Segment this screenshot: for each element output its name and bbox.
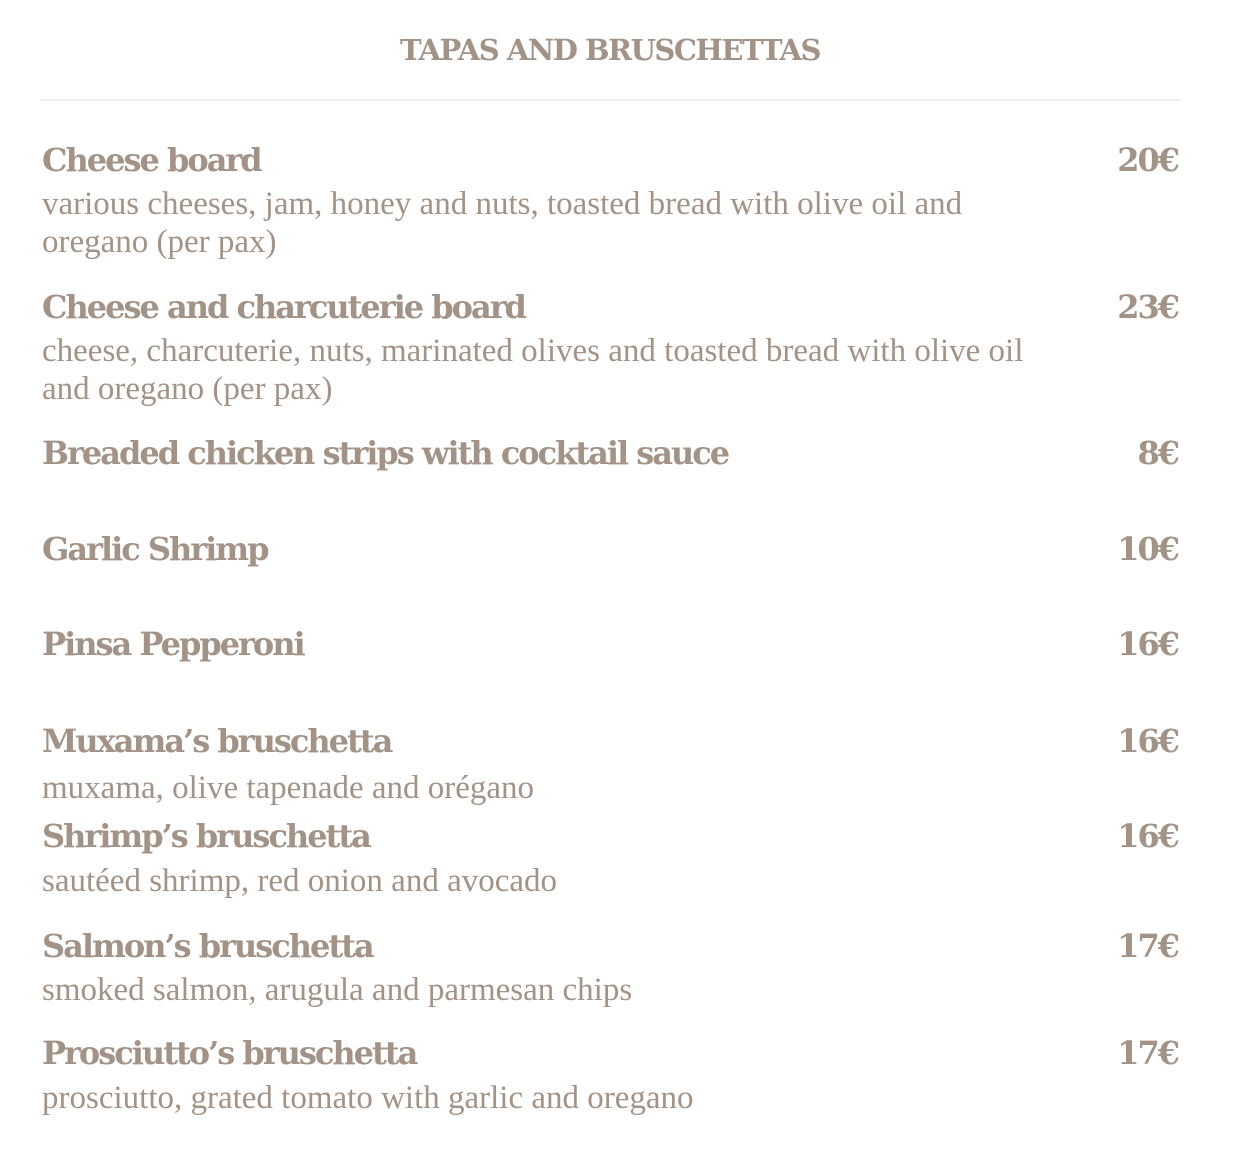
item-name: Pinsa Pepperoni [42,625,304,663]
item-name: Prosciutto’s bruschetta [42,1034,417,1072]
item-name: Garlic Shrimp [42,530,268,568]
item-price: 16€ [1117,722,1178,760]
item-name: Shrimp’s bruschetta [42,817,370,855]
item-name: Muxama’s bruschetta [42,722,392,760]
section-title: TAPAS AND BRUSCHETTAS [400,33,820,67]
item-price: 17€ [1117,927,1178,965]
item-description: smoked salmon, arugula and parmesan chips [42,972,633,1008]
item-description: cheese, charcuterie, nuts, marinated olives and toasted bread with olive oil and oregano (per pax) [42,333,1024,407]
item-name: Salmon’s bruschetta [42,927,373,965]
item-name: Cheese and charcuterie board [42,288,525,326]
item-price: 23€ [1117,288,1178,326]
title-divider [40,99,1180,101]
item-price: 16€ [1117,625,1178,663]
item-price: 8€ [1137,434,1178,472]
item-price: 17€ [1117,1034,1178,1072]
item-description: prosciutto, grated tomato with garlic and oregano [42,1080,694,1116]
item-price: 10€ [1117,530,1178,568]
item-description: various cheeses, jam, honey and nuts, toasted bread with olive oil and oregano (per pax) [42,186,963,260]
item-price: 16€ [1117,817,1178,855]
item-name: Breaded chicken strips with cocktail sauce [42,434,729,472]
item-description: muxama, olive tapenade and orégano [42,770,535,806]
item-name: Cheese board [42,141,261,179]
item-price: 20€ [1117,141,1178,179]
item-description: sautéed shrimp, red onion and avocado [42,863,558,899]
